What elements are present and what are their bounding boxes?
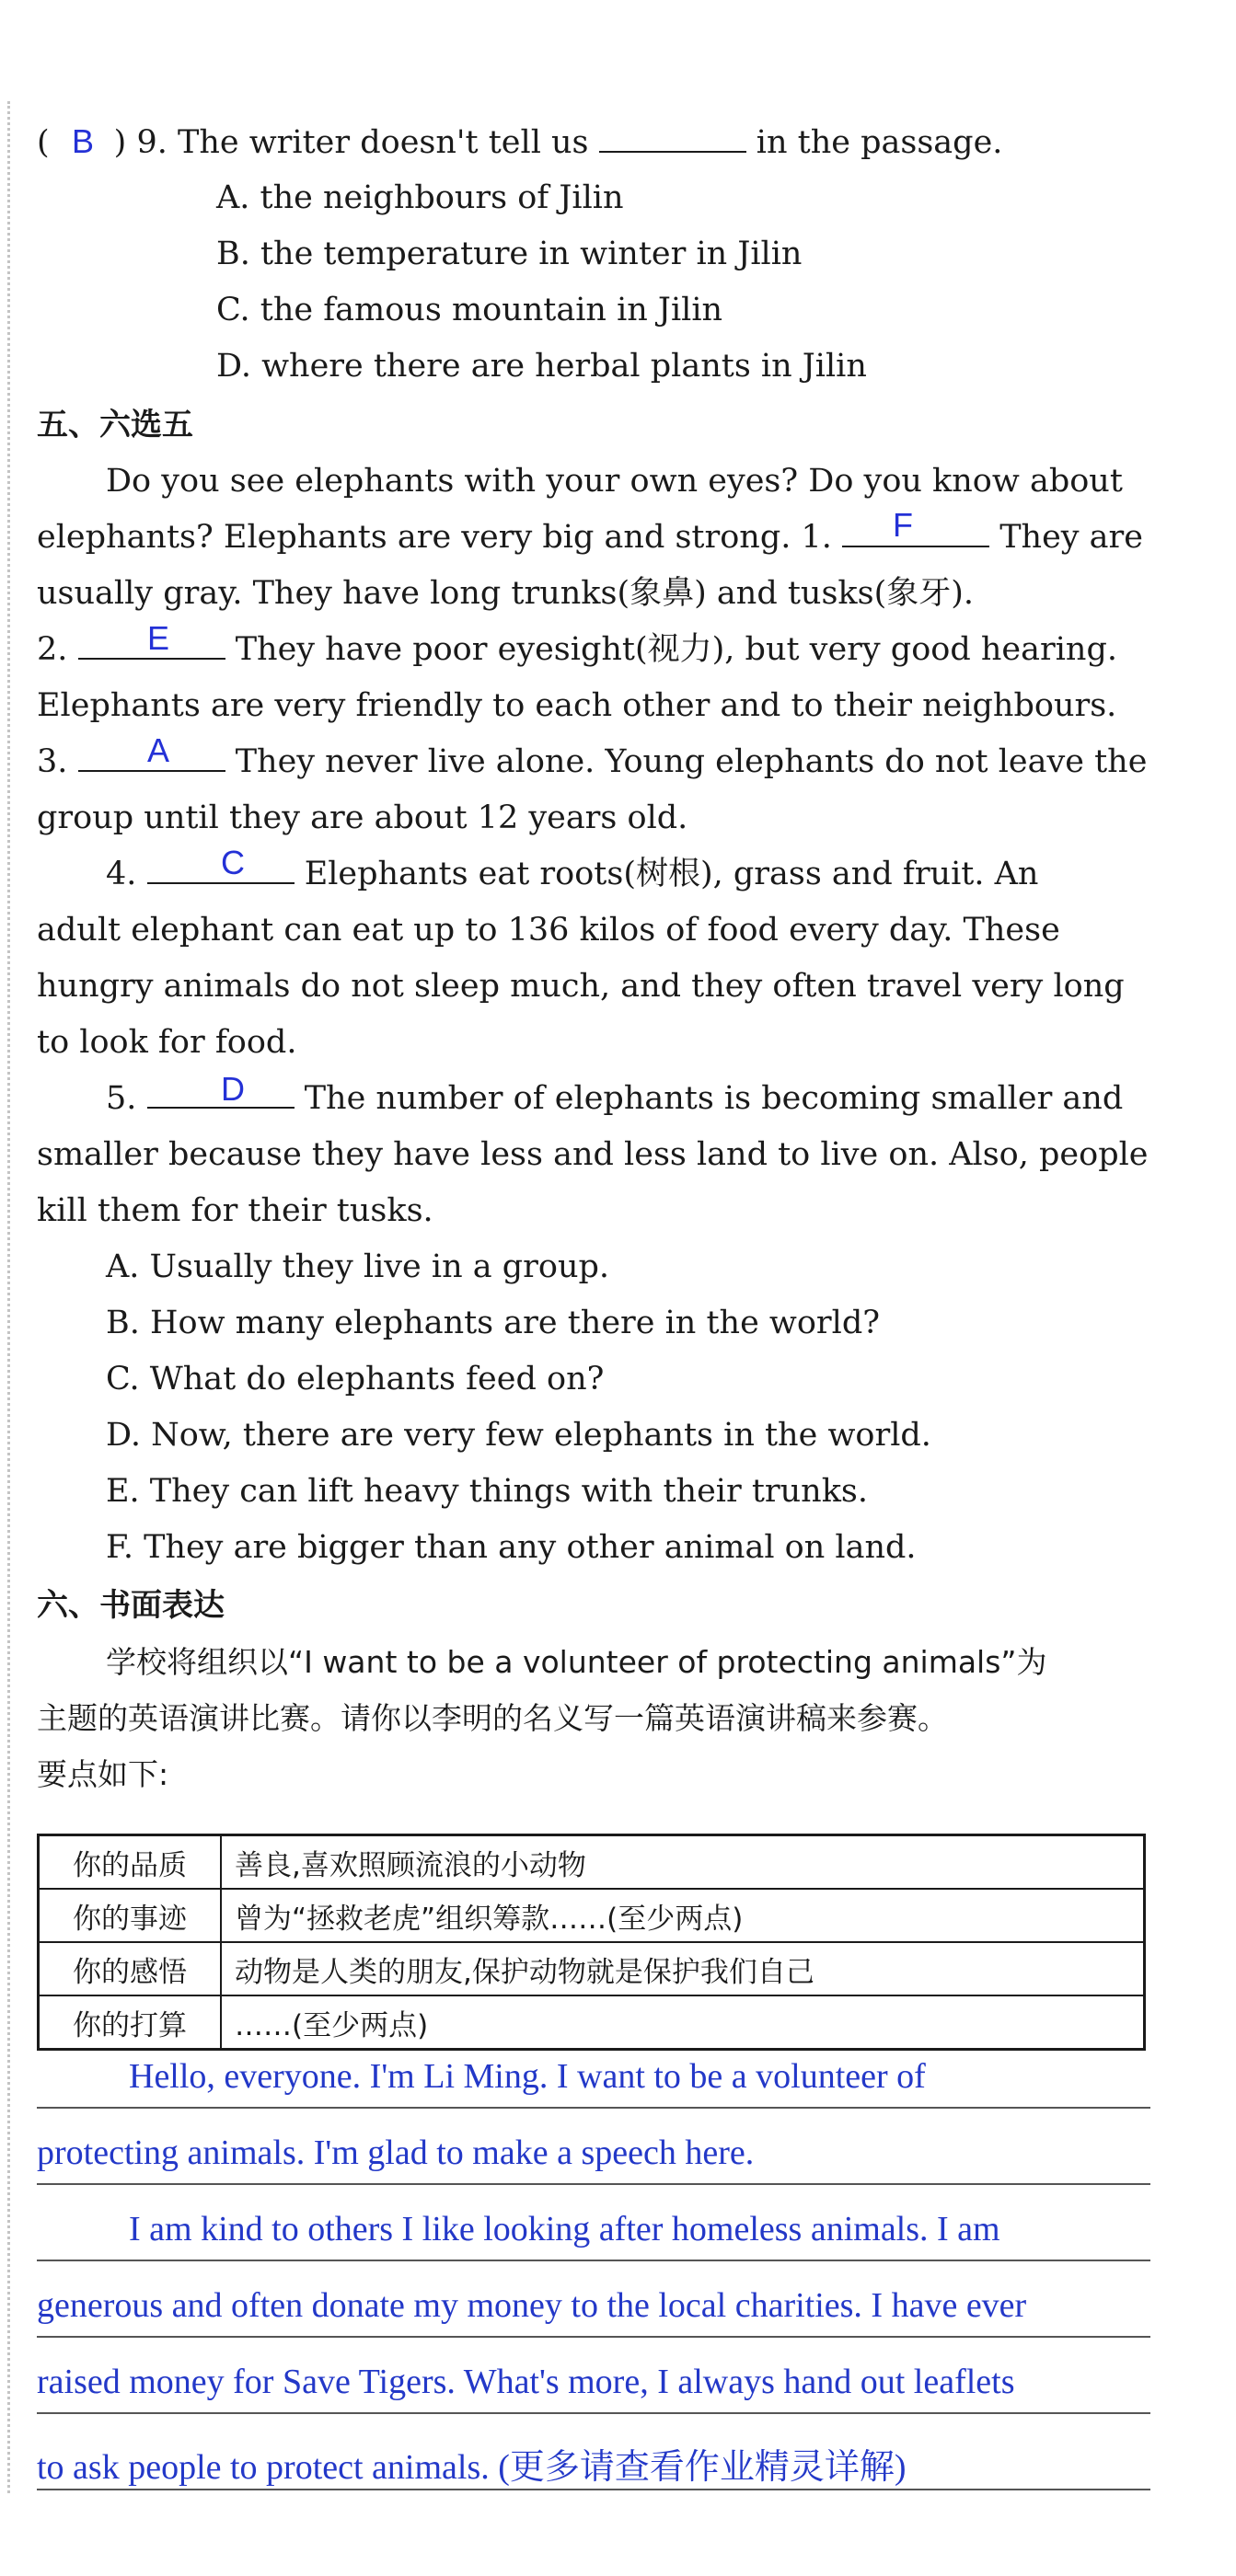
writing-prompt: 主题的英语演讲比赛。请你以李明的名义写一篇英语演讲稿来参赛。 [37,1700,948,1736]
option-b: B. the temperature in winter in Jilin [216,236,803,272]
essay-line: I am kind to others I like looking after homeless animals. I am [129,2210,1000,2248]
answer-blank-5: D [221,1070,245,1108]
passage-line: to look for food. [37,1024,297,1061]
choice-option-e: E. They can lift heavy things with their trunks. [106,1473,869,1510]
essay-line: generous and often donate my money to the local charities. I have ever [37,2286,1027,2325]
passage-line: Do you see elephants with your own eyes? Do you know about [106,463,1123,500]
passage-line: 5. The number of elephants is becoming smaller and [106,1075,1123,1121]
key-points-table [37,1834,1146,2051]
answer-q9: B [72,122,95,160]
passage-line: group until they are about 12 years old. [37,799,688,836]
writing-prompt: 学校将组织以“I want to be a volunteer of protecting animals”为 [106,1644,1047,1680]
passage-line: 2. They have poor eyesight(视力), but very good hearing. [37,627,1117,673]
choice-option-f: F. They are bigger than any other animal on land. [106,1529,917,1566]
passage-line: hungry animals do not sleep much, and they often travel very long [37,968,1125,1005]
section-6-title: 六、书面表达 [37,1587,225,1624]
writing-rule [37,2489,1150,2490]
answer-blank-3: A [147,731,170,769]
section-5-title: 五、六选五 [37,407,193,443]
writing-rule [37,2412,1150,2414]
passage-line: Elephants are very friendly to each other and to their neighbours. [37,687,1117,724]
essay-line: to ask people to protect animals. (更多请查看作业精灵详解) [37,2448,907,2487]
passage-line: adult elephant can eat up to 136 kilos of food every day. These [37,912,1060,949]
passage-line: usually gray. They have long trunks(象鼻) and tusks(象牙). [37,575,975,612]
option-c: C. the famous mountain in Jilin [216,292,723,328]
binding-margin [7,101,10,2493]
choice-option-d: D. Now, there are very few elephants in the world. [106,1417,931,1454]
table-row: 你的感悟 动物是人类的朋友,保护动物就是保护我们自己 [39,1942,1145,1995]
option-d: D. where there are herbal plants in Jilin [216,348,867,385]
essay-line: protecting animals. I'm glad to make a speech here. [37,2133,755,2172]
passage-line: 4. Elephants eat roots(树根), grass and fruit. An [106,851,1038,897]
essay-line: Hello, everyone. I'm Li Ming. I want to be a volunteer of [129,2057,926,2096]
table-row: 你的事迹 曾为“拯救老虎”组织筹款……(至少两点) [39,1889,1145,1942]
writing-rule [37,2260,1150,2261]
table-row: 你的品质 善良,喜欢照顾流浪的小动物 [39,1835,1145,1890]
choice-option-a: A. Usually they live in a group. [106,1248,610,1285]
essay-line: raised money for Save Tigers. What's more, I always hand out leaflets [37,2363,1015,2401]
passage-line: elephants? Elephants are very big and strong. 1. They are [37,514,1143,560]
option-a: A. the neighbours of Jilin [216,179,624,216]
answer-blank-1: F [893,506,913,544]
table-row: 你的打算 ……(至少两点) [39,1995,1145,2050]
answer-blank [599,120,746,153]
answer-blank-4: C [221,844,245,881]
writing-rule [37,2107,1150,2109]
writing-rule [37,2336,1150,2338]
passage-line: 3. They never live alone. Young elephants do not leave the [37,739,1147,785]
question-9: ( ) 9. The writer doesn't tell us in the passage. [37,120,1002,166]
answer-blank-2: E [147,619,170,657]
writing-rule [37,2183,1150,2185]
passage-line: smaller because they have less and less land to live on. Also, people [37,1136,1149,1173]
choice-option-c: C. What do elephants feed on? [106,1361,605,1397]
passage-line: kill them for their tusks. [37,1192,433,1229]
writing-prompt: 要点如下: [37,1756,169,1792]
answer-blank [842,514,989,547]
question-9-stem: 9. The writer doesn't tell us [136,124,589,161]
choice-option-b: B. How many elephants are there in the world? [106,1305,881,1341]
